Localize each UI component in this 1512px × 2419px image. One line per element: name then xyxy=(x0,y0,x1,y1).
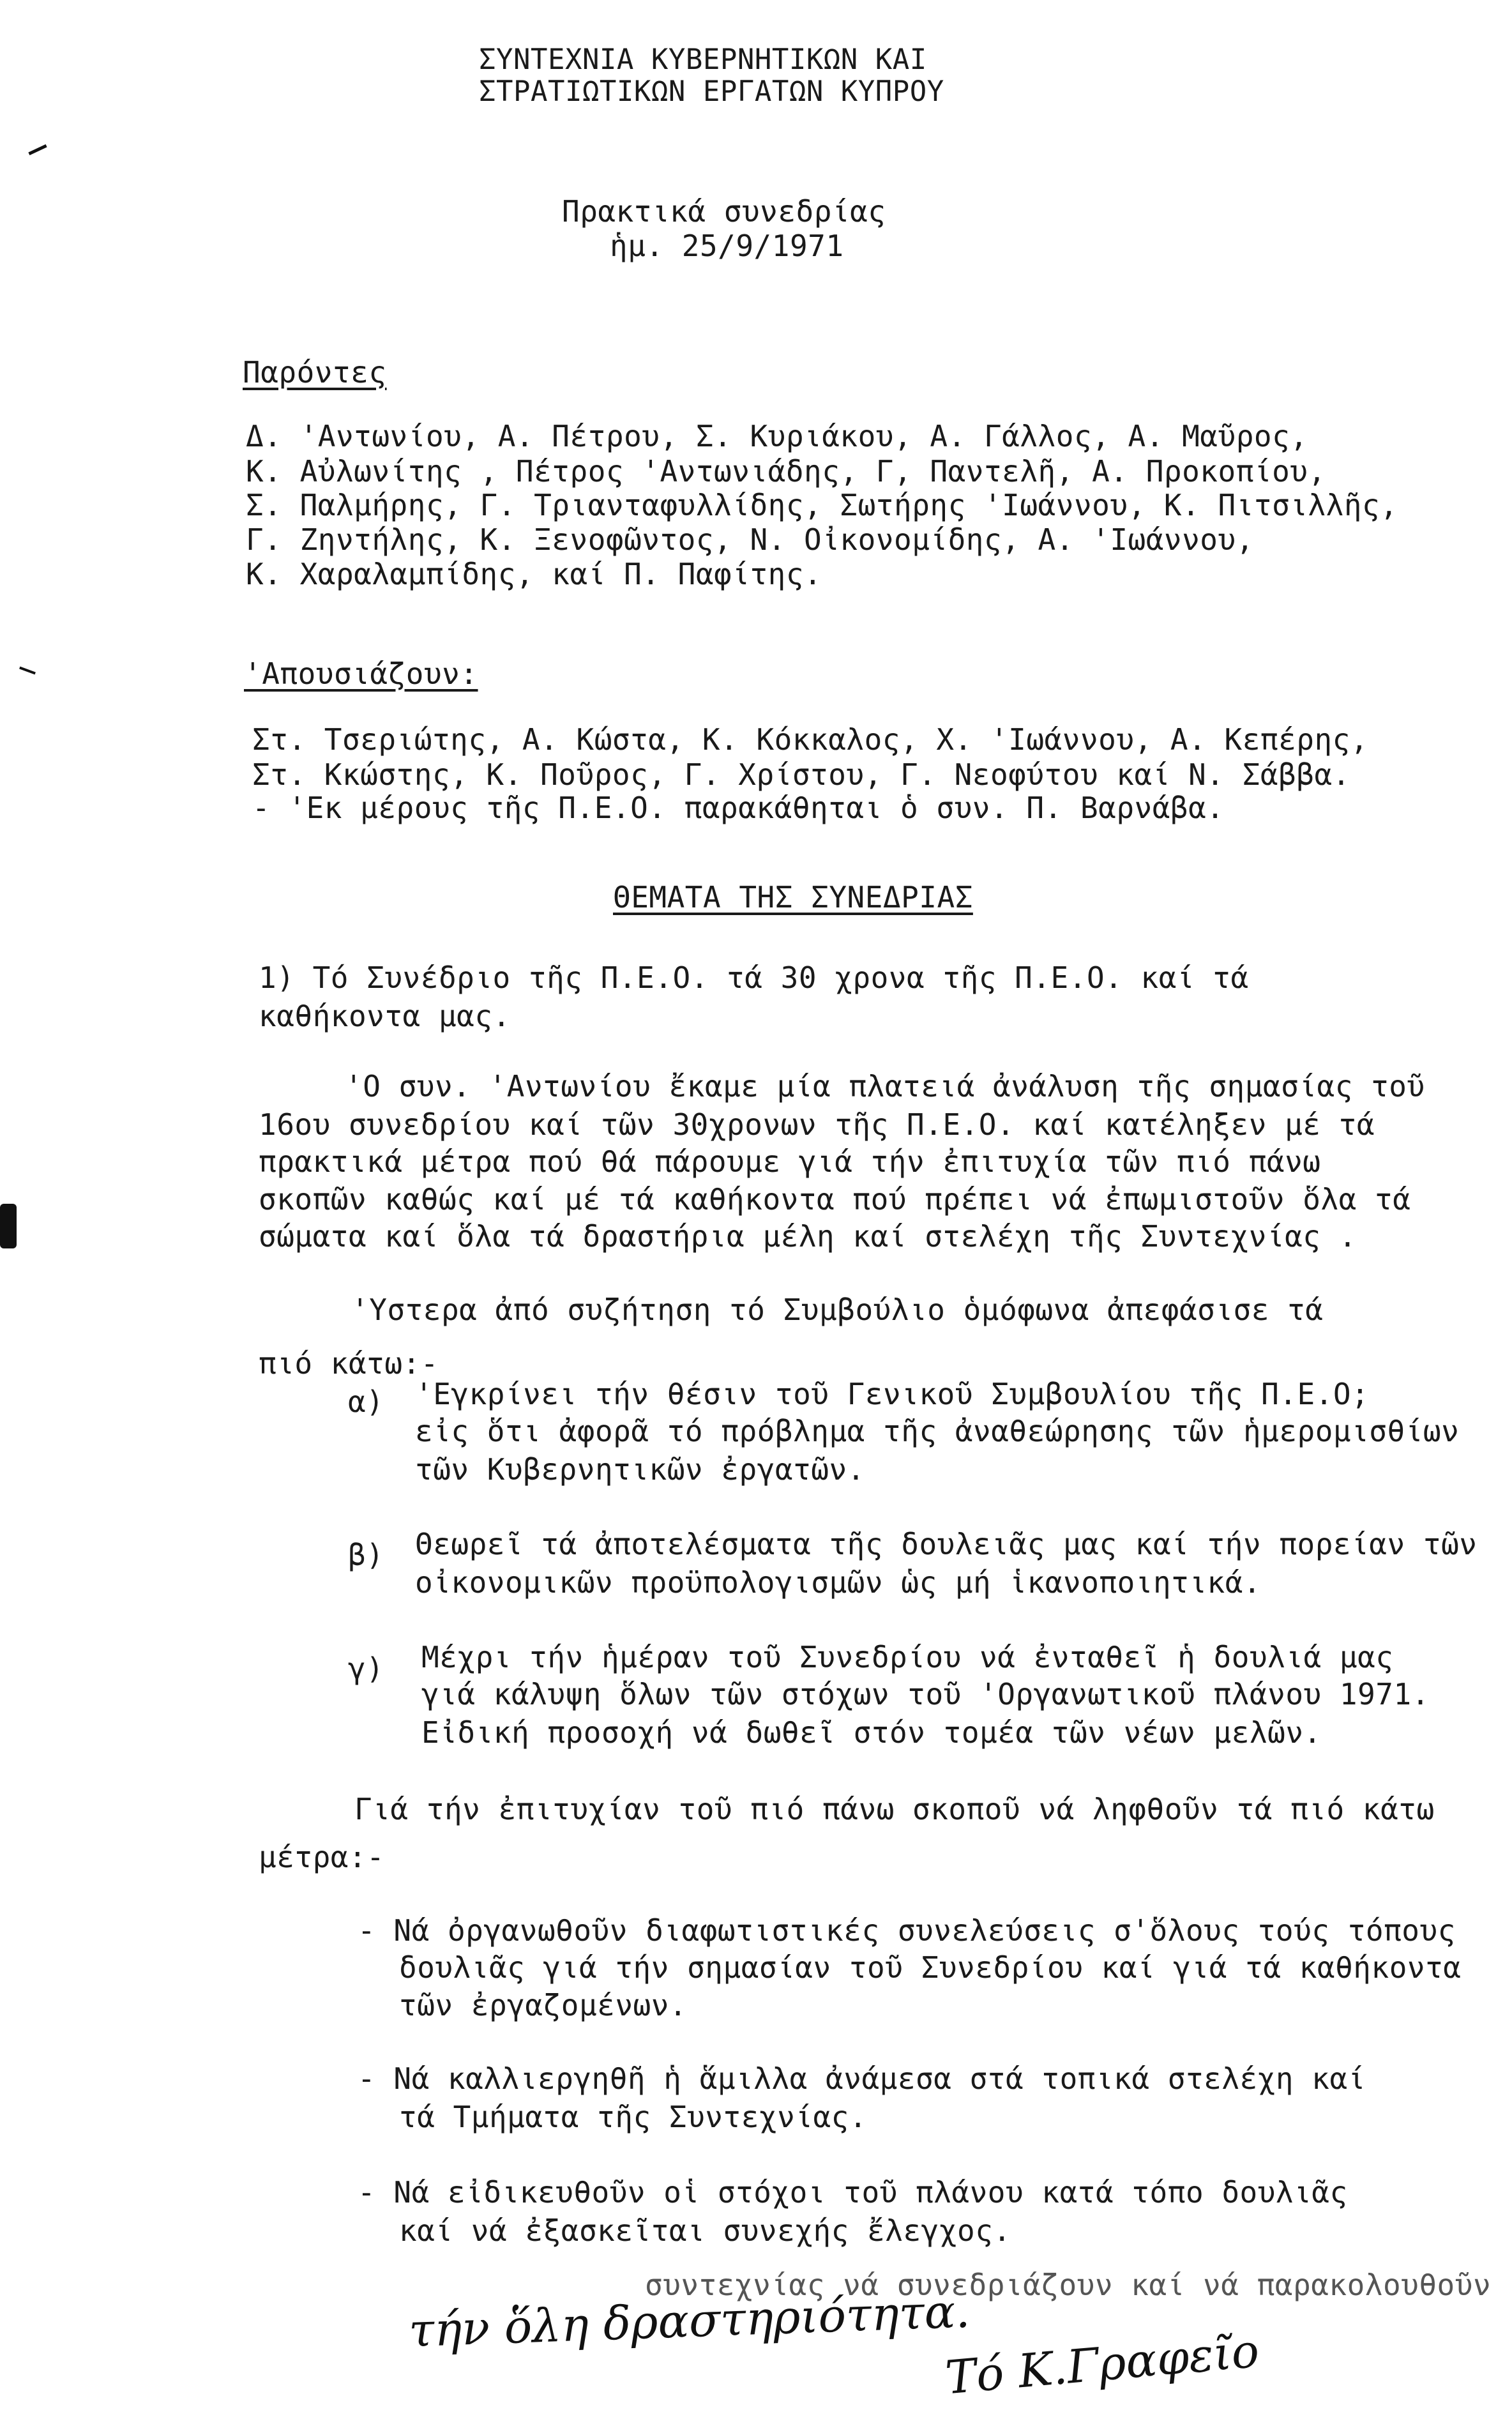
decision-b-line: οἰκονομικῶν προϋπολογισμῶν ὡς μή ἱκανοποιητικά. xyxy=(415,1565,1262,1600)
decision-b-label: β) xyxy=(348,1538,384,1572)
handwritten-signature: Τό Κ.Γραφεῖο xyxy=(943,2323,1262,2405)
org-name-line2: ΣΤΡΑΤΙΩΤΙΚΩΝ ΕΡΓΑΤΩΝ ΚΥΠΡΟΥ xyxy=(479,75,944,108)
measure-item-partial: συντεχνίας νά συνεδριάζουν καί νά παρακολουθοῦν xyxy=(645,2268,1492,2302)
absent-heading: 'Απουσιάζουν: xyxy=(244,656,478,691)
absent-line: Στ. Τσεριώτης, Α. Κώστα, Κ. Κόκκαλος, Χ. 'Ιωάννου, Α. Κεπέρης, xyxy=(252,722,1369,757)
agenda-heading: ΘΕΜΑΤΑ ΤΗΣ ΣΥΝΕΔΡΙΑΣ xyxy=(613,880,973,914)
measure-item: δουλιᾶς γιά τήν σημασίαν τοῦ Συνεδρίου καί γιά τά καθήκοντα xyxy=(399,1950,1462,1985)
paragraph-line: 16ου συνεδρίου καί τῶν 30χρονων τῆς Π.Ε.Ο. καί κατέληξεν μέ τά xyxy=(259,1107,1375,1142)
decision-a-label: α) xyxy=(348,1384,384,1419)
paragraph-line: 'Ο συν. 'Αντωνίου ἔκαμε μία πλατειά ἀνάλυση τῆς σημασίας τοῦ xyxy=(345,1069,1425,1103)
meeting-date: ἡμ. 25/9/1971 xyxy=(610,229,844,263)
measure-item: - Νά καλλιεργηθῆ ἡ ἅμιλλα ἀνάμεσα στά τοπικά στελέχη καί xyxy=(358,2061,1366,2096)
paragraph-line: Γιά τήν ἐπιτυχίαν τοῦ πιό πάνω σκοποῦ νά ληφθοῦν τά πιό κάτω xyxy=(354,1792,1435,1826)
paragraph-line: σκοπῶν καθώς καί μέ τά καθήκοντα πού πρέπει νά ἐπωμιστοῦν ὅλα τά xyxy=(259,1182,1411,1217)
measure-item: - Νά ὀργανωθοῦν διαφωτιστικές συνελεύσεις σ'ὅλους τούς τόπους xyxy=(358,1913,1456,1948)
agenda-item-1: 1) Τό Συνέδριο τῆς Π.Ε.Ο. τά 30 χρονα τῆς Π.Ε.Ο. καί τά xyxy=(259,960,1249,995)
present-line: Σ. Παλμήρης, Γ. Τριανταφυλλίδης, Σωτήρης 'Ιωάννου, Κ. Πιτσιλλῆς, xyxy=(246,488,1398,522)
measure-item: - Νά εἰδικευθοῦν οἱ στόχοι τοῦ πλάνου κατά τόπο δουλιᾶς xyxy=(358,2175,1348,2210)
decision-c-label: γ) xyxy=(348,1651,384,1686)
paragraph-line: 'Υστερα ἀπό συζήτηση τό Συμβούλιο ὁμόφωνα ἀπεφάσισε τά xyxy=(351,1293,1324,1327)
present-line: Γ. Ζηντήλης, Κ. Ξενοφῶντος, Ν. Οἰκονομίδης, Α. 'Ιωάννου, xyxy=(246,522,1254,557)
scan-artifact xyxy=(19,667,36,675)
absent-line: Στ. Κκώστης, Κ. Ποῦρος, Γ. Χρίστου, Γ. Νεοφύτου καί Ν. Σάββα. xyxy=(252,757,1350,792)
agenda-item-1-cont: καθήκοντα μας. xyxy=(259,999,511,1033)
present-line: Κ. Αὐλωνίτης , Πέτρος 'Αντωνιάδης, Γ, Παντελῆ, Α. Προκοπίου, xyxy=(246,454,1326,489)
paragraph-line: μέτρα:- xyxy=(259,1840,385,1874)
paragraph-line: σώματα καί ὅλα τά δραστήρια μέλη καί στελέχη τῆς Συντεχνίας . xyxy=(259,1219,1357,1254)
measure-item: τά Τμήματα τῆς Συντεχνίας. xyxy=(399,2100,868,2134)
document-title: Πρακτικά συνεδρίας xyxy=(562,194,886,229)
decision-a-line: τῶν Κυβερνητικῶν ἐργατῶν. xyxy=(415,1452,865,1487)
decision-a-line: εἰς ὅτι ἀφορᾶ τό πρόβλημα τῆς ἀναθεώρησης τῶν ἡμερομισθίων xyxy=(415,1414,1460,1448)
present-line: Κ. Χαραλαμπίδης, καί Π. Παφίτης. xyxy=(246,557,822,591)
measure-item: τῶν ἐργαζομένων. xyxy=(399,1988,688,2022)
org-name-line1: ΣΥΝΤΕΧΝΙΑ ΚΥΒΕΡΝΗΤΙΚΩΝ ΚΑΙ xyxy=(479,43,927,76)
scan-artifact xyxy=(28,144,47,155)
absent-line: - 'Εκ μέρους τῆς Π.Ε.Ο. παρακάθηται ὁ συν. Π. Βαρνάβα. xyxy=(252,791,1225,825)
paragraph-line: πιό κάτω:- xyxy=(259,1346,439,1381)
scan-artifact xyxy=(0,1204,17,1248)
paragraph-line: πρακτικά μέτρα πού θά πάρουμε γιά τήν ἐπιτυχία τῶν πιό πάνω xyxy=(259,1144,1321,1179)
handwritten-line: τήν ὅλη δραστηριότητα. xyxy=(407,2284,971,2358)
present-heading: Παρόντες xyxy=(243,355,387,390)
decision-c-line: Εἰδική προσοχή νά δωθεῖ στόν τομέα τῶν νέων μελῶν. xyxy=(421,1715,1322,1750)
decision-c-line: γιά κάλυψη ὅλων τῶν στόχων τοῦ 'Οργανωτικοῦ πλάνου 1971. xyxy=(421,1677,1430,1711)
present-line: Δ. 'Αντωνίου, Α. Πέτρου, Σ. Κυριάκου, Α. Γάλλος, Α. Μαῦρος, xyxy=(246,419,1308,453)
decision-a-line: 'Εγκρίνει τήν θέσιν τοῦ Γενικοῦ Συμβουλίου τῆς Π.Ε.Ο; xyxy=(415,1377,1370,1411)
decision-c-line: Μέχρι τήν ἡμέραν τοῦ Συνεδρίου νά ἐνταθεῖ ἡ δουλιά μας xyxy=(421,1640,1394,1674)
decision-b-line: Θεωρεῖ τά ἀποτελέσματα τῆς δουλειᾶς μας καί τήν πορείαν τῶν xyxy=(415,1527,1478,1561)
measure-item: καί νά ἐξασκεῖται συνεχής ἔλεγχος. xyxy=(399,2213,1011,2248)
